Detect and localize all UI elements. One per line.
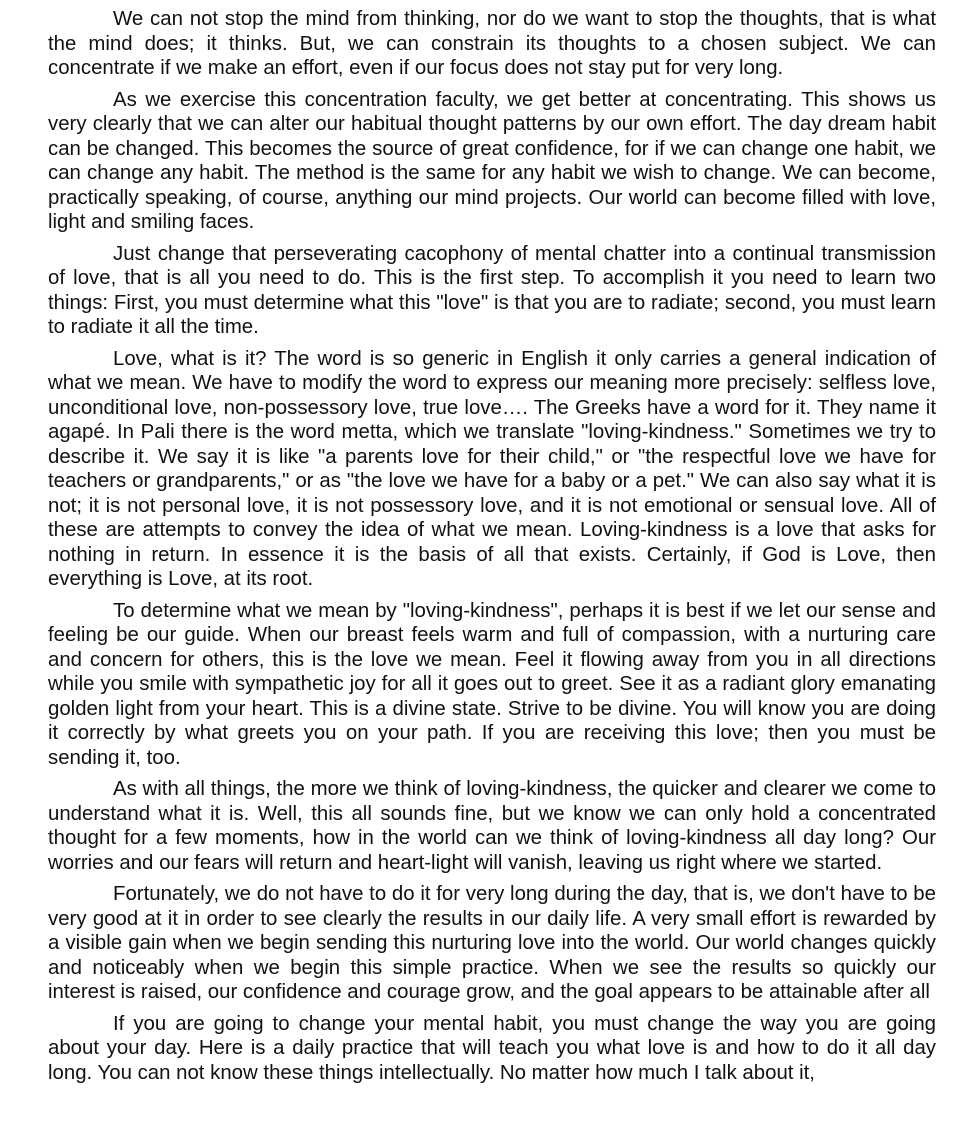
paragraph-6: As with all things, the more we think of loving-kindness, the quicker and clearer we come to understand what it is. Well, this all sounds fine, but we know we can only hold a concentrated thought for a few moments, how in the world can we think of loving-kindness all day long? Our worries and our fears will return and heart-light will vanish, leaving us right where we started. <box>48 778 936 874</box>
paragraph-3: Just change that perseverating cacophony of mental chatter into a continual transmission of love, that is all you need to do. This is the first step. To accomplish it you need to learn two things: First, you must determine what this "love" is that you are to radiate; second, you must learn to radiate it all the time. <box>48 242 936 338</box>
paragraph-4-text-a: Love, what is it? The word is so generic in English it only carries a general indication of what we mean. We have to modify the word to express our meaning more precisely: selfless love, unconditional love, non-possessory love, true love…. The Greeks have a word for it. They name it <box>48 347 936 419</box>
paragraph-1: We can not stop the mind from thinking, nor do we want to stop the thoughts, that is what the mind does; it thinks. But, we can constrain its thoughts to a chosen subject. We can concentrate if we make an effort, even if our focus does not stay put for very long. <box>48 8 936 79</box>
paragraph-4-emphasis-metta: metta <box>341 421 393 443</box>
paragraph-5: To determine what we mean by "loving-kindness", perhaps it is best if we let our sense and feeling be our guide. When our breast feels warm and full of compassion, with a nurturing care and concern for others, this is the love we mean. Feel it flowing away from you in all directions while you smile with sympathetic joy for all it goes out to greet. See it as a radiant glory emanating golden light from your heart. This is a divine state. Strive to be divine. You will know you are doing it correctly by what greets you on your path. If you are receiving this love; then you must be sending it, too. <box>48 599 936 769</box>
paragraph-4-text-b: . In Pali there is the word <box>104 421 342 443</box>
paragraph-4-text-c: , which we translate "loving-kindness." Sometimes we try to describe it. We say it is like "a parents love for their child," or "the respectful love we have for teachers or grandparents," or as "the love we have for a baby or a pet." We can also say what it is not; it is not personal love, it is not possessory love, and it is not emotional or sensual love. All of these are attempts to convey the idea of what we mean. Loving-kindness is a love that asks for nothing in return. In essence it is the basis of all that exists. Certainly, if God is Love, then everything is Love, at its root. <box>48 421 936 590</box>
paragraph-4-emphasis-agape: agapé <box>48 421 105 443</box>
paragraph-2: As we exercise this concentration faculty, we get better at concentrating. This shows us very clearly that we can alter our habitual thought patterns by our own effort. The day dream habit can be changed. This becomes the source of great confidence, for if we can change one habit, we can change any habit. The method is the same for any habit we wish to change. We can become, practically speaking, of course, anything our mind projects. Our world can become filled with love, light and smiling faces. <box>48 88 936 233</box>
paragraph-8: If you are going to change your mental habit, you must change the way you are going about your day. Here is a daily practice that will teach you what love is and how to do it all day long. You can not know these things intellectually. No matter how much I talk about it, <box>48 1012 936 1084</box>
paragraph-4 <box>48 347 936 592</box>
paragraph-7: Fortunately, we do not have to do it for very long during the day, that is, we don't have to be very good at it in order to see clearly the results in our daily life. A very small effort is rewarded by a visible gain when we begin sending this nurturing love into the world. Our world changes quickly and noticeably when we begin this simple practice. When we see the results so quickly our interest is raised, our confidence and courage grow, and the goal appears to be attainable after all <box>48 883 936 1003</box>
